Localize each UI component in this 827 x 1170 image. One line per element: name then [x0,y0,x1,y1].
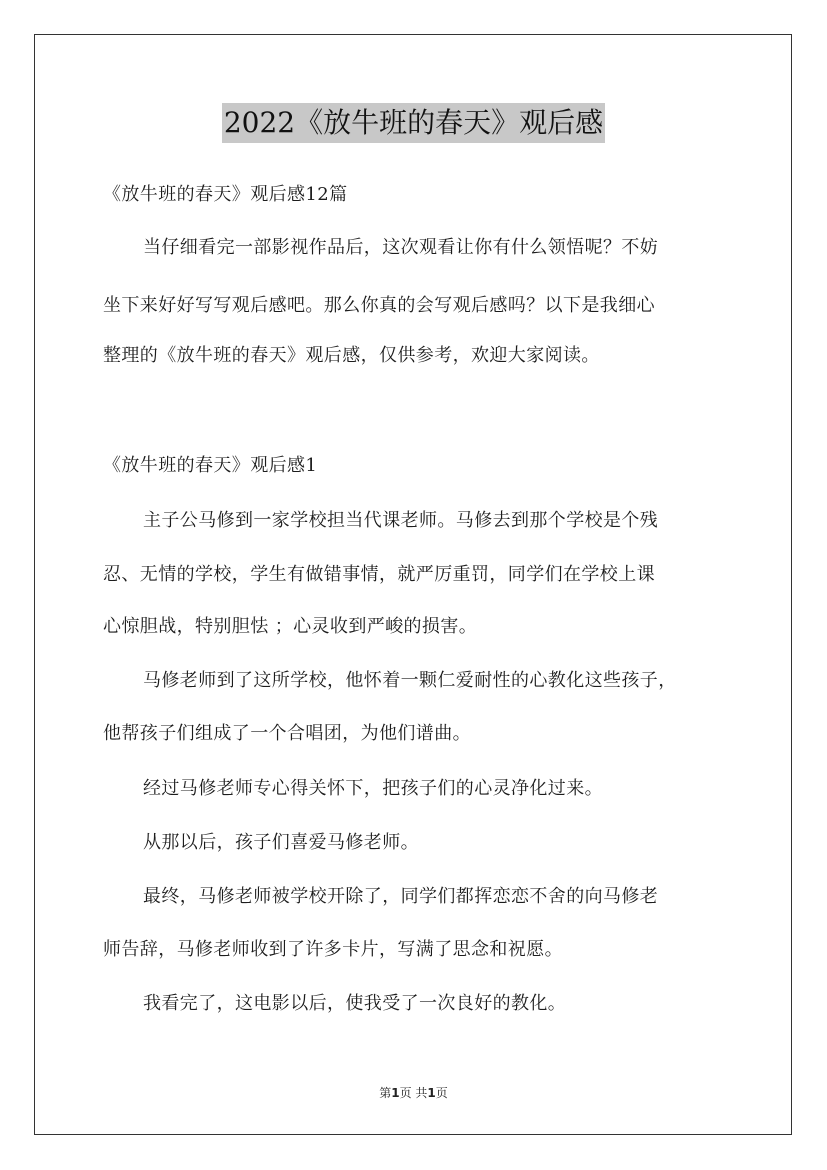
footer-page-current: 1 [391,1086,400,1100]
document-subtitle: 《放牛班的春天》观后感12篇 [103,184,348,205]
paragraph-line: 他帮孩子们组成了一个合唱团，为他们谱曲。 [103,723,471,744]
intro-line-1: 当仔细看完一部影视作品后，这次观看让你有什么领悟呢？不妨 [143,237,659,258]
section-heading: 《放牛班的春天》观后感1 [103,455,318,476]
paragraph-line: 我看完了，这电影以后，使我受了一次良好的教化。 [143,993,567,1014]
footer-page-suffix: 页 [435,1086,448,1100]
paragraph-line: 主子公马修到一家学校担当代课老师。马修去到那个学校是个残 [143,510,659,531]
title-wrap [0,103,827,143]
document-title: 2022《放牛班的春天》观后感 [222,103,605,143]
paragraph-line: 从那以后，孩子们喜爱马修老师。 [143,832,419,853]
paragraph-line: 忍、无情的学校，学生有做错事情，就严厉重罚，同学们在学校上课 [103,564,655,585]
footer-page-total: 1 [427,1086,436,1100]
paragraph-line: 最终，马修老师被学校开除了，同学们都挥恋恋不舍的向马修老 [143,886,659,907]
paragraph-line: 马修老师到了这所学校，他怀着一颗仁爱耐性的心教化这些孩子， [143,670,677,691]
intro-line-2: 坐下来好好写写观后感吧。那么你真的会写观后感吗？以下是我细心 [103,295,655,316]
page-footer [0,1084,827,1101]
paragraph-line: 心惊胆战，特别胆怯 ；心灵收到严峻的损害。 [103,616,478,637]
paragraph-line: 师告辞，马修老师收到了许多卡片，写满了思念和祝愿。 [103,939,563,960]
footer-page-prefix: 第 [379,1086,392,1100]
footer-page-mid: 页 共 [399,1086,428,1100]
paragraph-line: 经过马修老师专心得关怀下，把孩子们的心灵净化过来。 [143,778,603,799]
intro-line-3: 整理的《放牛班的春天》观后感，仅供参考，欢迎大家阅读。 [103,345,600,366]
